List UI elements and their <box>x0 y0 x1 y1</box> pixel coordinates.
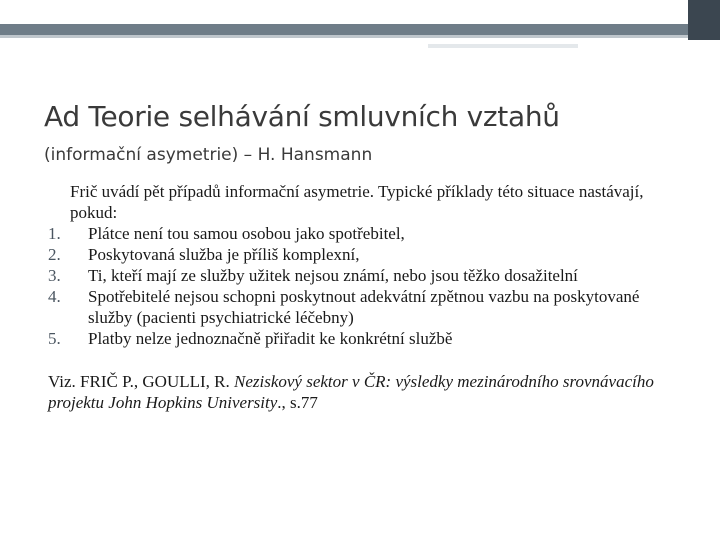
slide-subtitle: (informační asymetrie) – H. Hansmann <box>44 145 373 165</box>
citation-title: Neziskový sektor v ČR: výsledky mezinárodního srovnávacího projektu John Hopkins University <box>48 372 654 412</box>
slide-title: Ad Teorie selhávání smluvních vztahů <box>44 100 560 133</box>
list-text: Spotřebitelé nejsou schopni poskytnout adekvátní zpětnou vazbu na poskytované služby (pacienti psychiatrické léčebny) <box>88 287 640 327</box>
citation <box>48 371 688 413</box>
list-item <box>48 223 688 244</box>
list-number: 1. <box>48 224 61 243</box>
citation-prefix: Viz. FRIČ P., GOULLI, R. <box>48 372 234 391</box>
top-accent-line <box>0 35 688 38</box>
list-text: Platby nelze jednoznačně přiřadit ke konkrétní službě <box>88 329 453 348</box>
list-item <box>48 328 688 349</box>
top-accent-dark-block <box>688 0 720 40</box>
intro-text: Frič uvádí pět případů informační asymetrie. Typické příklady této situace nastávají, pokud: <box>70 182 644 222</box>
list-number: 5. <box>48 329 61 348</box>
slide-content <box>48 181 688 413</box>
top-accent-light-line <box>428 44 578 48</box>
list-text: Poskytovaná služba je příliš komplexní, <box>88 245 360 264</box>
list-number: 2. <box>48 245 61 264</box>
list-number: 3. <box>48 266 61 285</box>
citation-suffix: ., s.77 <box>277 393 318 412</box>
case-list <box>48 223 688 349</box>
top-accent-bar <box>0 24 688 35</box>
list-item <box>48 286 688 328</box>
list-item <box>48 265 688 286</box>
list-item <box>48 244 688 265</box>
list-number: 4. <box>48 287 61 306</box>
list-text: Ti, kteří mají ze služby užitek nejsou známí, nebo jsou těžko dosažitelní <box>88 266 578 285</box>
list-text: Plátce není tou samou osobou jako spotřebitel, <box>88 224 405 243</box>
